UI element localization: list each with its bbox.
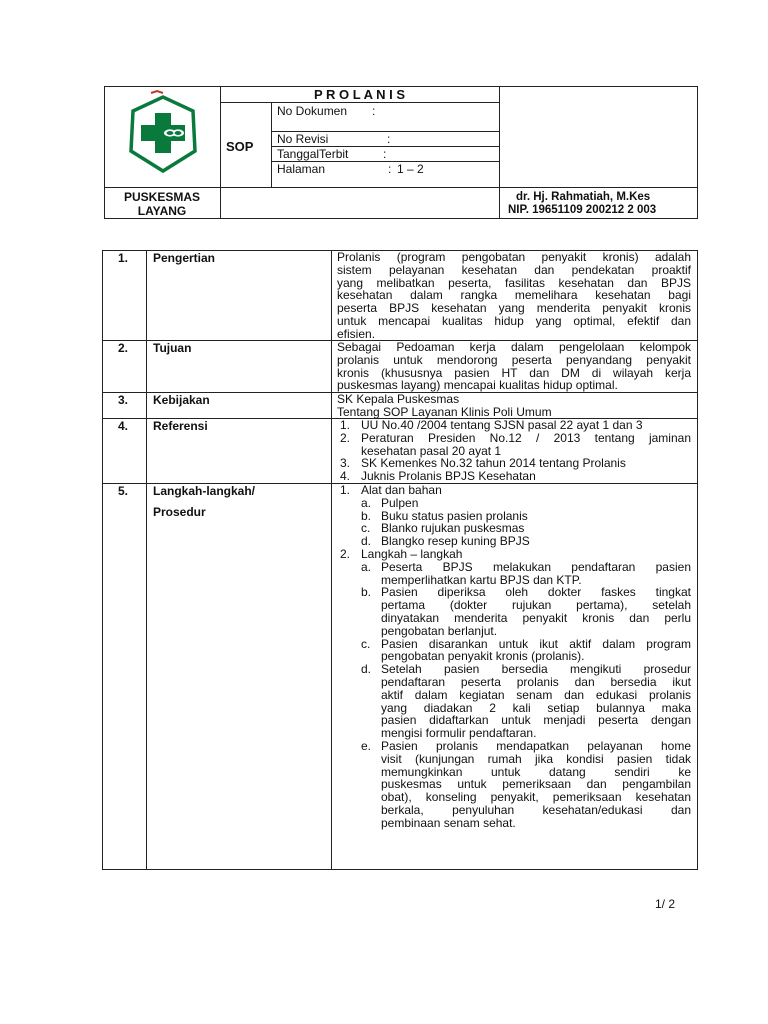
signer-nip: NIP. 19651109 200212 2 003 (508, 204, 657, 216)
referensi-list (340, 419, 691, 483)
field-halaman-sep: : (388, 162, 392, 176)
field-halaman-value: 1 – 2 (397, 162, 424, 176)
text-line: puskesmas layang) mencapai kualitas hidup optimal. (337, 378, 618, 393)
header-border-bottom (104, 218, 697, 219)
text-line: yang melibatkan peserta, fasilitas kesehatan dan BPJS (337, 275, 691, 290)
org-name-line2: LAYANG (137, 204, 187, 218)
section-title-line2: Prosedur (153, 505, 206, 519)
list-number: 3. (340, 456, 351, 471)
content-col-line (331, 250, 332, 870)
field-no-dokumen-sep: : (372, 104, 376, 118)
text-line: sistem pelayanan kesehatan dan pendekatan proaktif (337, 262, 691, 277)
list-text: pengobatan penyakit kronis (prolanis). (381, 649, 585, 664)
prosedur-list (340, 484, 691, 830)
list-text: pertama (dokter rujukan pertama), setelah (381, 598, 691, 613)
field-tanggal-terbit-label: TanggalTerbit (277, 147, 349, 161)
text-line: kesehatan dalam rangka memelihara kesehatan bagi (337, 288, 691, 303)
list-text: Blangko resep kuning BPJS (381, 534, 530, 549)
text-line: Prolanis (program pengobatan penyakit kronis) adalah (337, 250, 691, 264)
list-text: Blanko rujukan puskesmas (381, 521, 525, 536)
list-text: Juknis Prolanis BPJS Kesehatan (361, 469, 536, 484)
header-divider (104, 187, 697, 188)
text-line: Tentang SOP Layanan Klinis Poli Umum (337, 404, 552, 419)
list-item (340, 419, 691, 432)
list-letter: b. (361, 508, 372, 523)
field-no-revisi-sep: : (387, 132, 391, 146)
list-text: berkala, penyuluhan kesehatan/edukasi dan (381, 802, 691, 817)
list-item (340, 740, 691, 830)
list-text: SK Kemenkes No.32 tahun 2014 tentang Prolanis (361, 456, 626, 471)
section-title: Referensi (153, 419, 208, 433)
section-title: Pengertian (153, 251, 216, 265)
list-item (340, 663, 691, 740)
section-number: 3. (118, 393, 129, 407)
header-title-underline (220, 102, 499, 103)
header-border-right (697, 86, 698, 219)
text-line: SK Kepala Puskesmas (337, 392, 460, 406)
list-text: memungkinkan untuk datang sendiri ke (381, 764, 691, 779)
page-title: P R O L A N I S (313, 87, 406, 102)
list-item (340, 586, 691, 637)
text-line: kronis (khususnya pasien HT dan DM di wilayah kerja (337, 365, 691, 380)
group-title: Langkah – langkah (361, 546, 463, 561)
list-letter: e. (361, 738, 372, 753)
list-text: kesehatan pasal 20 ayat 1 (361, 443, 502, 458)
list-text: puskesmas untuk pemeriksaan dan pengambilan (381, 777, 691, 792)
content-border-left (102, 250, 103, 870)
list-text: Buku status pasien prolanis (381, 508, 528, 523)
section-title: Kebijakan (153, 393, 210, 407)
list-text: visit (kunjungan rumah jika kondisi pasien tidak (381, 751, 691, 766)
page-number: 1/ 2 (655, 897, 676, 911)
list-number: 1. (340, 418, 351, 432)
list-text: yang diadakan 2 kali setiap bulannya maka (381, 700, 691, 715)
section-number: 5. (118, 484, 129, 498)
list-text: pembinaan senam sehat. (381, 815, 516, 830)
list-text: pengobatan berlanjut. (381, 623, 498, 638)
list-text: Pulpen (381, 495, 419, 510)
list-text: memperlihatkan kartu BPJS dan KTP. (381, 572, 582, 587)
header-col-line (220, 86, 221, 219)
list-letter: a. (361, 495, 372, 510)
list-text: dinyatakan menderita penyakit kronis dan perlu (381, 610, 691, 625)
list-item (340, 561, 691, 587)
group-heading (340, 484, 691, 497)
list-letter: d. (361, 662, 372, 677)
header-col-line (271, 102, 272, 188)
group-heading (340, 548, 691, 561)
list-text: UU No.40 /2004 tentang SJSN pasal 22 ayat 1 dan 3 (361, 418, 643, 432)
org-name-line1: PUSKESMAS (123, 190, 200, 204)
section-kebijakan-text (337, 393, 691, 419)
puskesmas-logo (113, 89, 209, 181)
list-item (340, 432, 691, 458)
field-no-revisi-label: No Revisi (277, 132, 329, 146)
section-number: 2. (118, 341, 129, 355)
list-text: pasien didaftarkan untuk menjadi peserta dengan (381, 713, 691, 728)
field-tanggal-terbit-sep: : (383, 147, 387, 161)
list-number: 2. (340, 430, 351, 445)
section-number: 1. (118, 251, 129, 265)
field-no-dokumen-label: No Dokumen (277, 104, 348, 118)
section-pengertian-text (337, 251, 691, 341)
text-line: prolanis untuk mendorong peserta penyandang penyakit (337, 352, 691, 367)
text-line: untuk mencapai kualitas hidup yang optimal, efektif dan (337, 313, 691, 328)
list-item (340, 638, 691, 664)
list-item (340, 470, 691, 483)
section-tujuan-text (337, 341, 691, 392)
list-item (340, 497, 691, 510)
text-line: efisien. (337, 326, 376, 341)
list-letter: b. (361, 585, 372, 600)
list-text: Peserta BPJS melakukan pendaftaran pasien (381, 559, 691, 574)
list-letter: a. (361, 559, 372, 574)
list-letter: c. (361, 521, 371, 536)
content-border-right (697, 250, 698, 870)
list-text: Pasien disarankan untuk ikut aktif dalam program (381, 636, 691, 651)
content-col-line (146, 250, 147, 870)
list-text: pendaftaran peserta prolanis dan bersedia ikut (381, 674, 691, 689)
list-text: obat), konseling penyakit, pemeriksaan kesehatan (381, 790, 691, 805)
list-number: 2. (340, 546, 351, 561)
list-text: aktif dalam kegiatan senam dan edukasi prolanis (381, 687, 691, 702)
list-text: Pasien prolanis mendapatkan pelayanan home (381, 738, 691, 753)
list-number: 1. (340, 483, 351, 497)
header-col-line (499, 86, 500, 219)
field-halaman-label: Halaman (277, 162, 326, 176)
list-text: mengisi formulir pendaftaran. (381, 726, 537, 741)
list-text: Setelah pasien bersedia mengikuti prosedur (381, 662, 691, 677)
signer-name: dr. Hj. Rahmatiah, M.Kes (516, 191, 651, 203)
section-title: Tujuan (153, 341, 192, 355)
sop-label: SOP (226, 139, 254, 154)
list-text: Pasien diperiksa oleh dokter faskes tingkat (381, 585, 691, 600)
list-letter: d. (361, 534, 372, 549)
group-title: Alat dan bahan (361, 483, 442, 497)
content-border-bottom (102, 869, 697, 870)
list-text: Peraturan Presiden No.12 / 2013 tentang jaminan (361, 430, 691, 445)
section-number: 4. (118, 419, 129, 433)
section-title: Langkah-langkah/ (153, 484, 256, 498)
text-line: Sebagai Pedoaman kerja dalam pengelolaan kelompok (337, 340, 691, 354)
text-line: peserta BPJS kesehatan yang menderita penyakit kronis (337, 301, 691, 316)
list-number: 4. (340, 469, 351, 484)
list-letter: c. (361, 636, 371, 651)
